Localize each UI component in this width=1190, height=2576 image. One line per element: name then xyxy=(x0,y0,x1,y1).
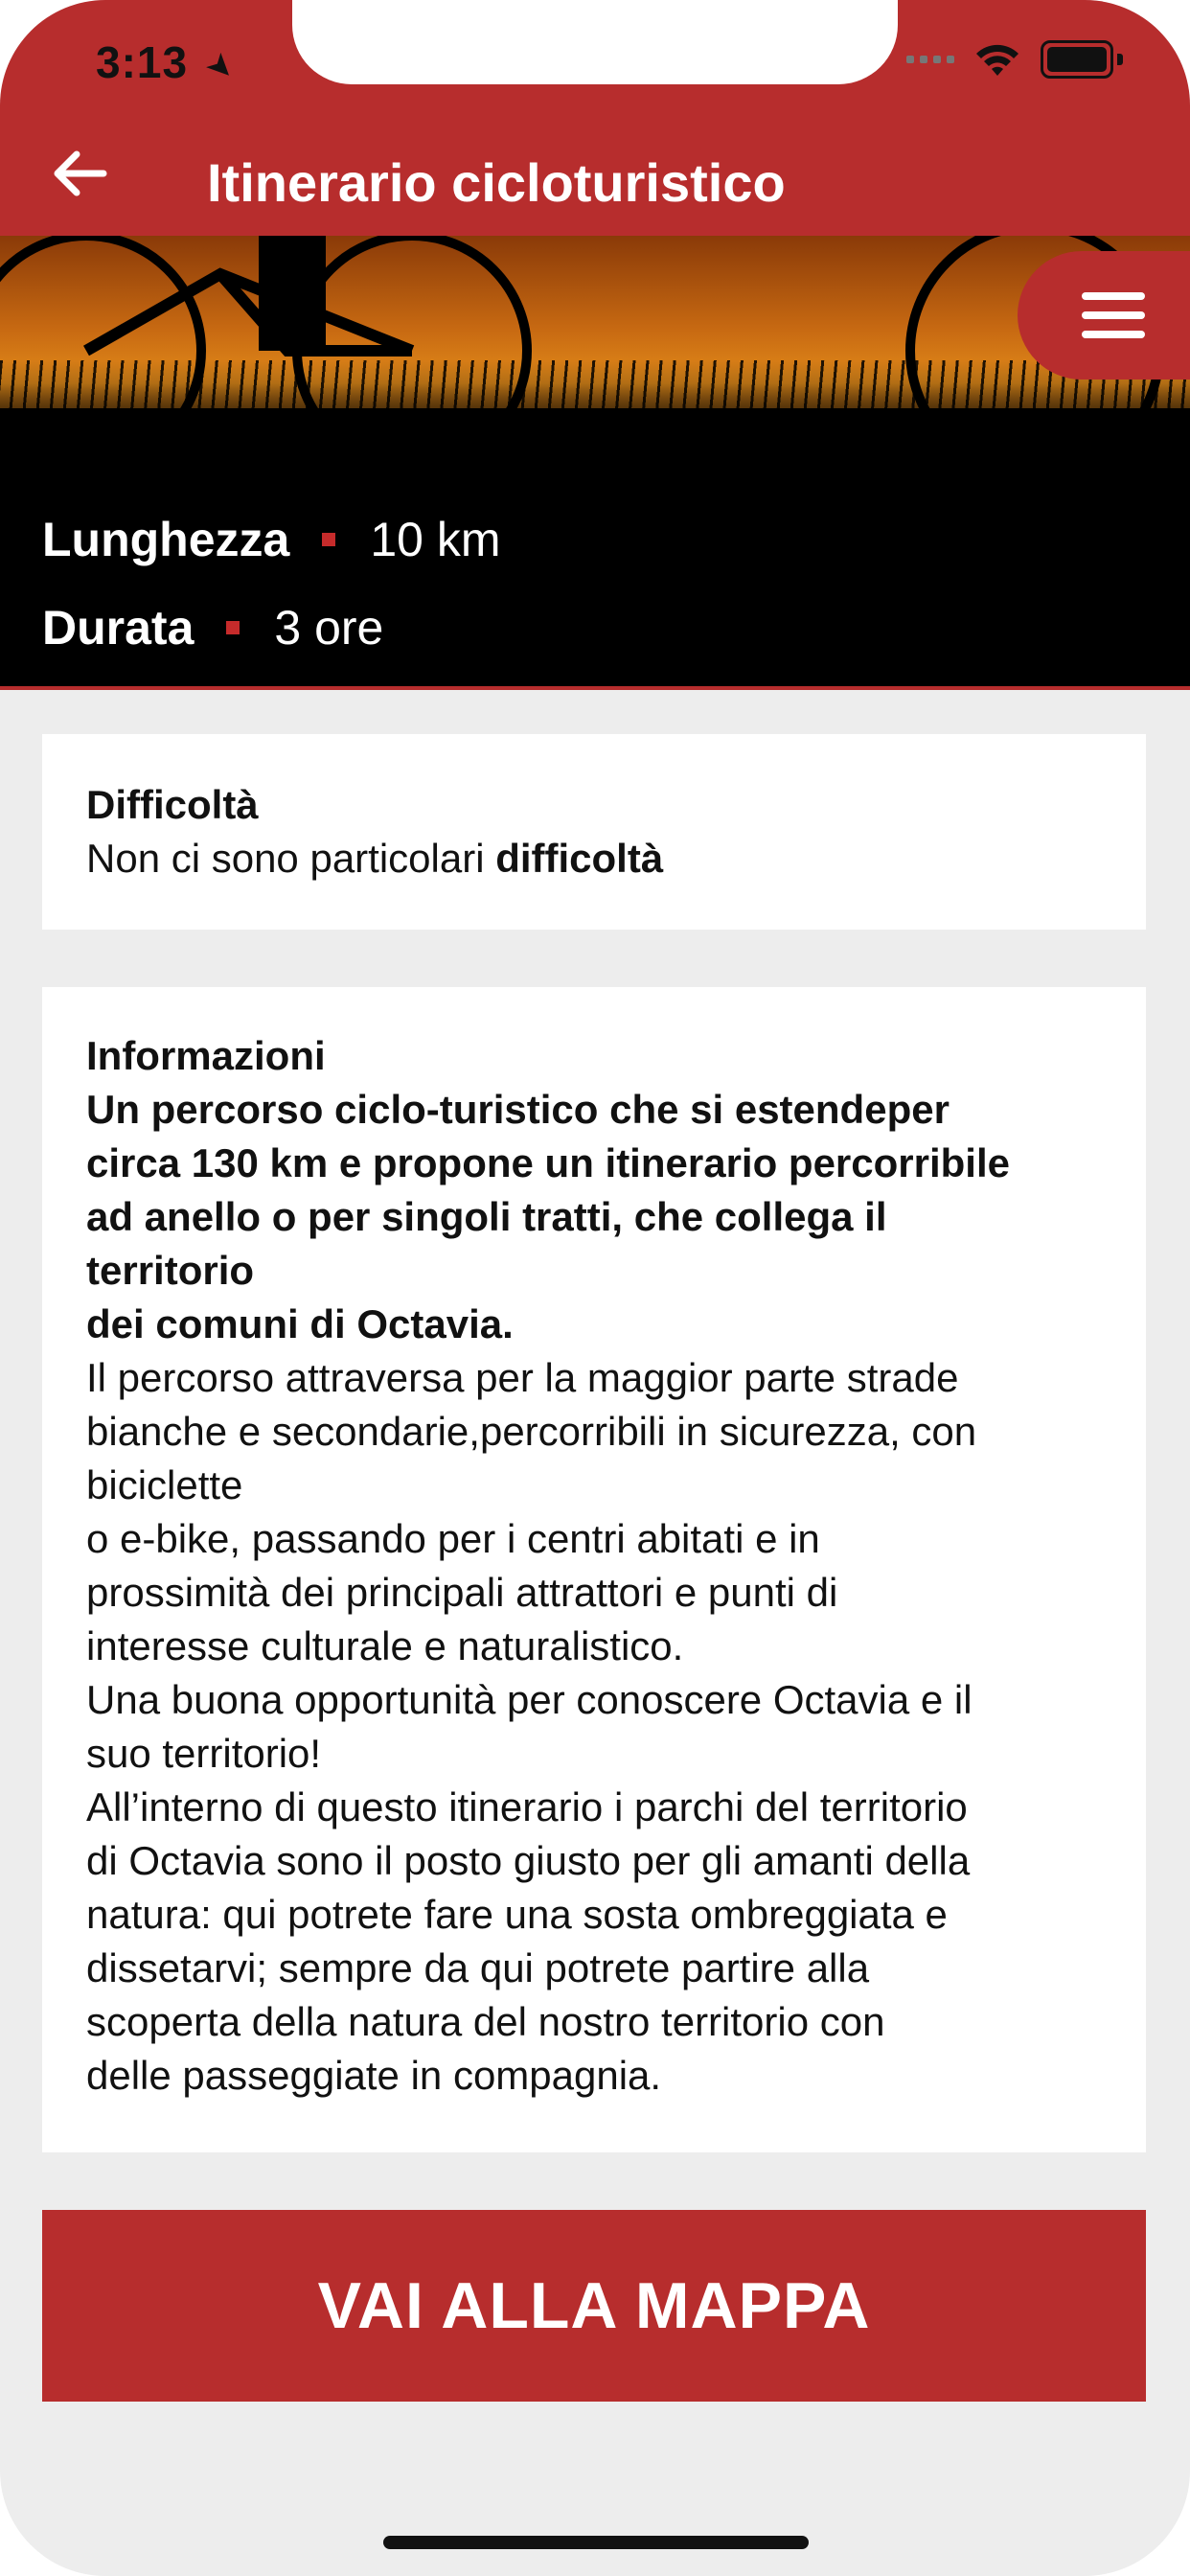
status-icons xyxy=(906,40,1123,79)
info-intro xyxy=(86,1083,1102,1351)
battery-icon xyxy=(1041,40,1113,79)
length-label: Lunghezza xyxy=(42,513,290,566)
info-title: Informazioni xyxy=(86,1033,326,1078)
home-indicator[interactable] xyxy=(383,2536,809,2549)
info-card xyxy=(42,987,1146,2152)
location-arrow-icon: ➤ xyxy=(197,44,244,90)
info-body-line: o e-bike, passando per i centri abitati e in xyxy=(86,1516,820,1561)
info-body-line: dissetarvi; sempre da qui potrete partire alla xyxy=(86,1945,870,1990)
go-to-map-button[interactable]: VAI ALLA MAPPA xyxy=(42,2210,1146,2402)
duration-value: 3 ore xyxy=(274,601,384,655)
page-title: Itinerario cicloturistico xyxy=(207,152,786,213)
difficulty-text-bold: difficoltà xyxy=(495,836,664,881)
info-intro-line: Un percorso ciclo-turistico che si estendeper xyxy=(86,1087,950,1132)
difficulty-text-prefix: Non ci sono particolari xyxy=(86,836,496,881)
battery-cap xyxy=(1117,54,1123,65)
info-body-line: Una buona opportunità per conoscere Octavia e il xyxy=(86,1677,973,1722)
info-body-line: All’interno di questo itinerario i parchi del territorio xyxy=(86,1784,968,1829)
info-body-line: scoperta della natura del nostro territorio con xyxy=(86,1999,885,2044)
bullet-square-icon xyxy=(226,621,240,634)
info-intro-line: territorio xyxy=(86,1248,255,1293)
back-button[interactable] xyxy=(46,144,113,211)
length-value: 10 km xyxy=(370,513,501,566)
info-body-line: biciclette xyxy=(86,1462,243,1507)
menu-button[interactable] xyxy=(1018,251,1190,380)
hamburger-menu-icon xyxy=(1082,292,1145,300)
info-body-line: suo territorio! xyxy=(86,1731,322,1776)
app-header xyxy=(0,0,1190,236)
hero-divider xyxy=(0,686,1190,690)
wifi-icon xyxy=(973,41,1021,78)
hero-banner xyxy=(0,236,1190,690)
arrow-left-icon xyxy=(50,144,109,203)
difficulty-title: Difficoltà xyxy=(86,782,259,827)
info-body-line: Il percorso attraversa per la maggior parte strade xyxy=(86,1355,959,1400)
difficulty-card xyxy=(42,734,1146,930)
length-row xyxy=(42,512,501,567)
difficulty-text xyxy=(86,832,1102,886)
info-body-line: natura: qui potrete fare una sosta ombreggiata e xyxy=(86,1892,948,1937)
hero-grass-overlay xyxy=(0,360,1190,494)
device-notch xyxy=(292,0,898,84)
cellular-signal-icon xyxy=(906,56,954,63)
status-time-text: 3:13 xyxy=(96,37,189,87)
bullet-square-icon xyxy=(322,533,335,546)
duration-row xyxy=(42,600,383,656)
duration-label: Durata xyxy=(42,601,195,655)
info-body-line: di Octavia sono il posto giusto per gli amanti della xyxy=(86,1838,971,1883)
info-body xyxy=(86,1351,1102,2103)
info-intro-line: circa 130 km e propone un itinerario percorribile xyxy=(86,1140,1010,1185)
status-time xyxy=(96,36,244,90)
info-body-line: prossimità dei principali attrattori e punti di xyxy=(86,1570,838,1615)
info-intro-line: dei comuni di Octavia. xyxy=(86,1301,514,1346)
info-body-line: delle passeggiate in compagnia. xyxy=(86,2053,662,2098)
info-body-line: bianche e secondarie,percorribili in sicurezza, con xyxy=(86,1409,977,1454)
info-intro-line: ad anello o per singoli tratti, che collega il xyxy=(86,1194,887,1239)
info-body-line: interesse culturale e naturalistico. xyxy=(86,1623,684,1668)
